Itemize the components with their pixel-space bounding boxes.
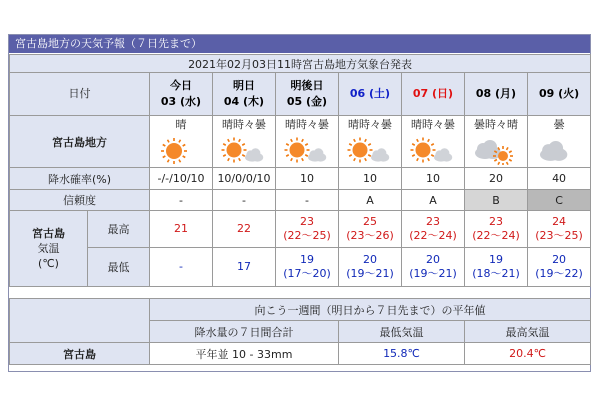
day-header-line1: 明日 xyxy=(233,79,255,92)
normals-heading: 向こう一週間（明日から７日先まで）の平年値 xyxy=(150,299,591,321)
min-temp: 19 xyxy=(300,253,314,266)
temp-region-label xyxy=(10,211,88,287)
min-temp-range: (19～21) xyxy=(346,267,394,280)
day-header-line2: 05 (金) xyxy=(286,95,328,108)
max-temp-range: (22～24) xyxy=(409,229,457,242)
weather-text: 晴時々曇 xyxy=(348,118,392,131)
min-temp: 17 xyxy=(237,260,251,273)
day-header xyxy=(465,73,528,116)
normals-max-value: 20.4℃ xyxy=(465,343,591,365)
reliability-value: A xyxy=(339,190,402,211)
reliability-value: B xyxy=(465,190,528,211)
min-temp-range: (17～20) xyxy=(283,267,331,280)
max-temp-cell xyxy=(465,211,528,248)
day-header-line1: 07 (日) xyxy=(412,87,454,100)
day-header-line2: 03 (水) xyxy=(160,95,202,108)
max-label: 最高 xyxy=(88,211,150,248)
max-temp: 23 xyxy=(300,215,314,228)
weather-text: 晴時々曇 xyxy=(285,118,329,131)
day-header-line1: 08 (月) xyxy=(475,87,517,100)
pop-label: 降水確率(%) xyxy=(10,168,150,190)
min-temp: 20 xyxy=(426,253,440,266)
min-temp-cell xyxy=(402,248,465,287)
normals-min-header: 最低気温 xyxy=(339,321,465,343)
min-label: 最低 xyxy=(88,248,150,287)
issued-time: 2021年02月03日11時宮古島地方気象台発表 xyxy=(10,55,591,73)
day-header xyxy=(276,73,339,116)
sun-cloud-icon xyxy=(221,137,267,165)
max-temp: 21 xyxy=(174,222,188,235)
normals-precip-header: 降水量の７日間合計 xyxy=(150,321,339,343)
pop-value: 10 xyxy=(339,168,402,190)
min-temp: 20 xyxy=(552,253,567,266)
min-temp-cell xyxy=(150,248,213,287)
normals-max-header: 最高気温 xyxy=(465,321,591,343)
weather-cell xyxy=(339,116,402,168)
min-temp: - xyxy=(179,260,183,273)
max-temp: 23 xyxy=(426,215,440,228)
normals-min-value: 15.8℃ xyxy=(339,343,465,365)
max-temp: 24 xyxy=(552,215,567,228)
max-temp-range: (23～25) xyxy=(535,229,583,242)
panel-title: 宮古島地方の天気予報（７日先まで） xyxy=(9,35,590,53)
pop-value: 10 xyxy=(276,168,339,190)
max-temp-cell xyxy=(339,211,402,248)
max-temp-range: (22～25) xyxy=(283,229,331,242)
max-temp-cell xyxy=(150,211,213,248)
day-header-line1: 明後日 xyxy=(290,79,324,92)
reliability-value: - xyxy=(213,190,276,211)
day-header xyxy=(213,73,276,116)
sun-cloud-icon xyxy=(347,137,393,165)
max-temp-range: (22～24) xyxy=(472,229,520,242)
region-label: 宮古島地方 xyxy=(10,116,150,168)
min-temp-range: (19～21) xyxy=(409,267,457,280)
weather-cell xyxy=(150,116,213,168)
sun-cloud-icon xyxy=(410,137,456,165)
pop-value: 20 xyxy=(465,168,528,190)
weather-text: 曇 xyxy=(553,118,565,131)
reliability-value: A xyxy=(402,190,465,211)
day-header xyxy=(528,73,591,116)
weather-text: 曇時々晴 xyxy=(474,118,518,131)
min-temp: 19 xyxy=(489,253,503,266)
day-header-line1: 09 (火) xyxy=(538,87,580,100)
date-label: 日付 xyxy=(10,73,150,116)
day-header-line1: 今日 xyxy=(170,79,192,92)
temp-region-name: 宮古島 xyxy=(32,227,65,240)
normals-region: 宮古島 xyxy=(10,343,150,365)
normals-table xyxy=(9,298,591,365)
normals-corner xyxy=(10,299,150,343)
min-temp-range: (19～22) xyxy=(535,267,583,280)
pop-value: 10 xyxy=(402,168,465,190)
sun-icon xyxy=(158,137,204,165)
min-temp-range: (18～21) xyxy=(472,267,520,280)
min-temp-cell xyxy=(276,248,339,287)
max-temp-cell xyxy=(402,211,465,248)
weather-cell xyxy=(276,116,339,168)
day-header xyxy=(150,73,213,116)
min-temp-cell xyxy=(339,248,402,287)
pop-value: -/-/10/10 xyxy=(150,168,213,190)
day-header-line2: 04 (木) xyxy=(223,95,265,108)
forecast-table xyxy=(9,54,591,287)
max-temp: 25 xyxy=(363,215,377,228)
max-temp-cell xyxy=(276,211,339,248)
weather-cell xyxy=(213,116,276,168)
pop-value: 10/0/0/10 xyxy=(213,168,276,190)
min-temp-cell xyxy=(213,248,276,287)
temp-region-kind: 気温 xyxy=(37,242,60,255)
max-temp-cell xyxy=(528,211,591,248)
weather-text: 晴 xyxy=(175,118,187,131)
day-header-line1: 06 (土) xyxy=(349,87,391,100)
max-temp: 22 xyxy=(237,222,251,235)
weather-cell xyxy=(465,116,528,168)
min-temp: 20 xyxy=(363,253,377,266)
day-header xyxy=(339,73,402,116)
day-header xyxy=(402,73,465,116)
cloud-icon xyxy=(536,137,582,165)
weather-text: 晴時々曇 xyxy=(222,118,266,131)
forecast-panel xyxy=(8,34,591,372)
min-temp-cell xyxy=(465,248,528,287)
temp-region-unit: (℃) xyxy=(38,257,59,270)
sun-cloud-icon xyxy=(284,137,330,165)
cloud-sun-icon xyxy=(473,137,519,165)
pop-value: 40 xyxy=(528,168,591,190)
reliability-label: 信頼度 xyxy=(10,190,150,211)
normals-precip-value: 平年並 10 - 33mm xyxy=(150,343,339,365)
reliability-value: - xyxy=(276,190,339,211)
max-temp-cell xyxy=(213,211,276,248)
reliability-value: C xyxy=(528,190,591,211)
weather-text: 晴時々曇 xyxy=(411,118,455,131)
weather-cell xyxy=(402,116,465,168)
weather-cell xyxy=(528,116,591,168)
max-temp-range: (23～26) xyxy=(346,229,394,242)
max-temp: 23 xyxy=(489,215,503,228)
reliability-value: - xyxy=(150,190,213,211)
min-temp-cell xyxy=(528,248,591,287)
